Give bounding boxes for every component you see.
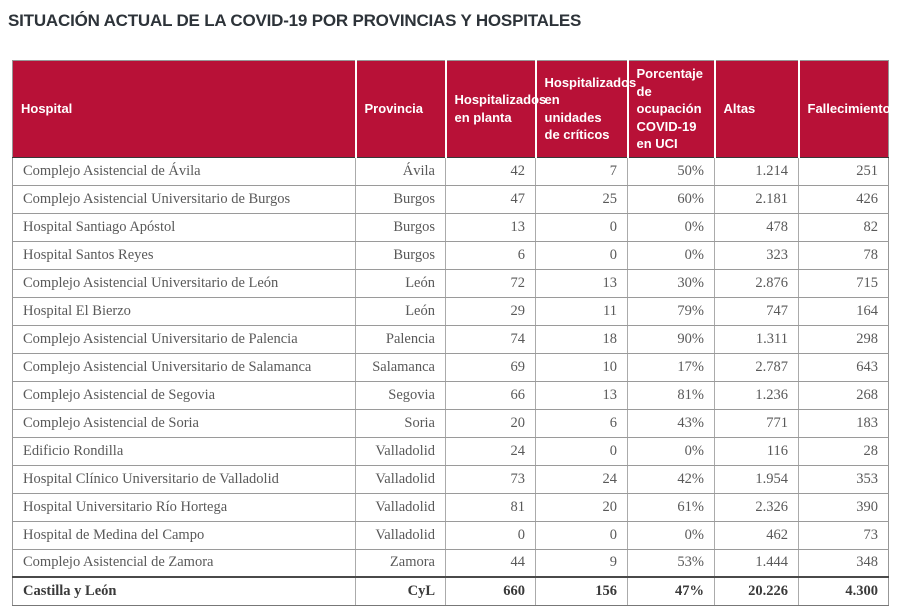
column-header-hospital: Hospital (13, 61, 356, 158)
criticos-cell: 13 (536, 381, 628, 409)
table-row (13, 353, 889, 381)
table-row (13, 409, 889, 437)
fallecimientos-cell: 28 (799, 437, 889, 465)
planta-cell: 6 (446, 241, 536, 269)
provincia-cell: Zamora (356, 549, 446, 577)
hospital-cell: Hospital Clínico Universitario de Valladolid (13, 465, 356, 493)
provincia-cell: Valladolid (356, 465, 446, 493)
altas-cell: 1.236 (715, 381, 799, 409)
table-row (13, 269, 889, 297)
table-row (13, 213, 889, 241)
altas-cell: 1.954 (715, 465, 799, 493)
table-row (13, 465, 889, 493)
table-header (13, 61, 898, 158)
altas-cell: 747 (715, 297, 799, 325)
uci-cell: 53% (628, 549, 715, 577)
provincia-cell: Ávila (356, 157, 446, 185)
fallecimientos-cell: 73 (799, 521, 889, 549)
criticos-cell: 25 (536, 185, 628, 213)
criticos-cell: 0 (536, 437, 628, 465)
uci-cell: 60% (628, 185, 715, 213)
criticos-cell: 20 (536, 493, 628, 521)
criticos-cell: 0 (536, 241, 628, 269)
fallecimientos-cell: 82 (799, 213, 889, 241)
fallecimientos-cell: 251 (799, 157, 889, 185)
table-row (13, 437, 889, 465)
fallecimientos-cell: 643 (799, 353, 889, 381)
hospital-cell: Complejo Asistencial de Segovia (13, 381, 356, 409)
uci-cell: 0% (628, 241, 715, 269)
hospital-cell: Complejo Asistencial Universitario de Salamanca (13, 353, 356, 381)
uci-cell: 79% (628, 297, 715, 325)
planta-cell: 29 (446, 297, 536, 325)
altas-cell: 2.876 (715, 269, 799, 297)
provincia-cell: Burgos (356, 241, 446, 269)
altas-cell: 20.226 (715, 577, 799, 605)
planta-cell: 73 (446, 465, 536, 493)
fallecimientos-cell: 4.300 (799, 577, 889, 605)
uci-cell: 17% (628, 353, 715, 381)
planta-cell: 44 (446, 549, 536, 577)
covid-hospitals-table (12, 60, 898, 606)
altas-cell: 1.444 (715, 549, 799, 577)
planta-cell: 42 (446, 157, 536, 185)
planta-cell: 20 (446, 409, 536, 437)
uci-cell: 30% (628, 269, 715, 297)
altas-cell: 478 (715, 213, 799, 241)
hospital-cell: Castilla y León (13, 577, 356, 605)
table-row (13, 493, 889, 521)
altas-cell: 323 (715, 241, 799, 269)
provincia-cell: Burgos (356, 213, 446, 241)
column-header-provincia: Provincia (356, 61, 446, 158)
column-header-altas: Altas (715, 61, 799, 158)
criticos-cell: 11 (536, 297, 628, 325)
table-body (13, 157, 889, 605)
column-header-hospitalizados-planta: Hospitalizados en planta (446, 61, 536, 158)
provincia-cell: CyL (356, 577, 446, 605)
uci-cell: 90% (628, 325, 715, 353)
table-row (13, 185, 889, 213)
table-row (13, 521, 889, 549)
planta-cell: 660 (446, 577, 536, 605)
altas-cell: 771 (715, 409, 799, 437)
planta-cell: 66 (446, 381, 536, 409)
page-title: SITUACIÓN ACTUAL DE LA COVID-19 POR PROVINCIAS Y HOSPITALES (8, 11, 582, 30)
fallecimientos-cell: 353 (799, 465, 889, 493)
altas-cell: 462 (715, 521, 799, 549)
criticos-cell: 13 (536, 269, 628, 297)
fallecimientos-cell: 426 (799, 185, 889, 213)
provincia-cell: León (356, 297, 446, 325)
planta-cell: 72 (446, 269, 536, 297)
uci-cell: 47% (628, 577, 715, 605)
uci-cell: 61% (628, 493, 715, 521)
provincia-cell: Segovia (356, 381, 446, 409)
fallecimientos-cell: 78 (799, 241, 889, 269)
table-row (13, 157, 889, 185)
criticos-cell: 7 (536, 157, 628, 185)
altas-cell: 116 (715, 437, 799, 465)
uci-cell: 0% (628, 521, 715, 549)
planta-cell: 24 (446, 437, 536, 465)
column-header-hospitalizados-criticos: Hospitalizados en unidades de críticos (536, 61, 628, 158)
criticos-cell: 6 (536, 409, 628, 437)
provincia-cell: Soria (356, 409, 446, 437)
table-row (13, 297, 889, 325)
table-row (13, 241, 889, 269)
criticos-cell: 18 (536, 325, 628, 353)
planta-cell: 47 (446, 185, 536, 213)
criticos-cell: 10 (536, 353, 628, 381)
provincia-cell: Valladolid (356, 521, 446, 549)
criticos-cell: 0 (536, 521, 628, 549)
hospital-cell: Complejo Asistencial de Zamora (13, 549, 356, 577)
altas-cell: 1.311 (715, 325, 799, 353)
provincia-cell: Palencia (356, 325, 446, 353)
uci-cell: 81% (628, 381, 715, 409)
hospital-cell: Hospital de Medina del Campo (13, 521, 356, 549)
uci-cell: 42% (628, 465, 715, 493)
criticos-cell: 0 (536, 213, 628, 241)
column-header-ocupacion-uci: Porcentaje de ocupación COVID-19 en UCI (628, 61, 715, 158)
criticos-cell: 156 (536, 577, 628, 605)
altas-cell: 2.181 (715, 185, 799, 213)
planta-cell: 13 (446, 213, 536, 241)
provincia-cell: Valladolid (356, 493, 446, 521)
table-row (13, 381, 889, 409)
hospital-cell: Hospital El Bierzo (13, 297, 356, 325)
hospital-cell: Complejo Asistencial de Soria (13, 409, 356, 437)
provincia-cell: Salamanca (356, 353, 446, 381)
table-row (13, 549, 889, 577)
uci-cell: 0% (628, 213, 715, 241)
header-row (13, 61, 889, 158)
fallecimientos-cell: 348 (799, 549, 889, 577)
total-row (13, 577, 889, 605)
planta-cell: 69 (446, 353, 536, 381)
fallecimientos-cell: 164 (799, 297, 889, 325)
uci-cell: 43% (628, 409, 715, 437)
hospital-cell: Complejo Asistencial Universitario de Palencia (13, 325, 356, 353)
criticos-cell: 24 (536, 465, 628, 493)
fallecimientos-cell: 183 (799, 409, 889, 437)
hospital-cell: Complejo Asistencial Universitario de León (13, 269, 356, 297)
planta-cell: 0 (446, 521, 536, 549)
table-row (13, 325, 889, 353)
hospital-cell: Complejo Asistencial de Ávila (13, 157, 356, 185)
hospital-cell: Hospital Santiago Apóstol (13, 213, 356, 241)
planta-cell: 81 (446, 493, 536, 521)
provincia-cell: Valladolid (356, 437, 446, 465)
hospital-cell: Complejo Asistencial Universitario de Burgos (13, 185, 356, 213)
uci-cell: 50% (628, 157, 715, 185)
altas-cell: 2.326 (715, 493, 799, 521)
planta-cell: 74 (446, 325, 536, 353)
fallecimientos-cell: 390 (799, 493, 889, 521)
fallecimientos-cell: 268 (799, 381, 889, 409)
provincia-cell: León (356, 269, 446, 297)
provincia-cell: Burgos (356, 185, 446, 213)
hospital-cell: Hospital Santos Reyes (13, 241, 356, 269)
fallecimientos-cell: 715 (799, 269, 889, 297)
hospital-cell: Edificio Rondilla (13, 437, 356, 465)
criticos-cell: 9 (536, 549, 628, 577)
uci-cell: 0% (628, 437, 715, 465)
hospital-cell: Hospital Universitario Río Hortega (13, 493, 356, 521)
column-header-fallecimientos: Fallecimientos (799, 61, 889, 158)
fallecimientos-cell: 298 (799, 325, 889, 353)
altas-cell: 1.214 (715, 157, 799, 185)
altas-cell: 2.787 (715, 353, 799, 381)
